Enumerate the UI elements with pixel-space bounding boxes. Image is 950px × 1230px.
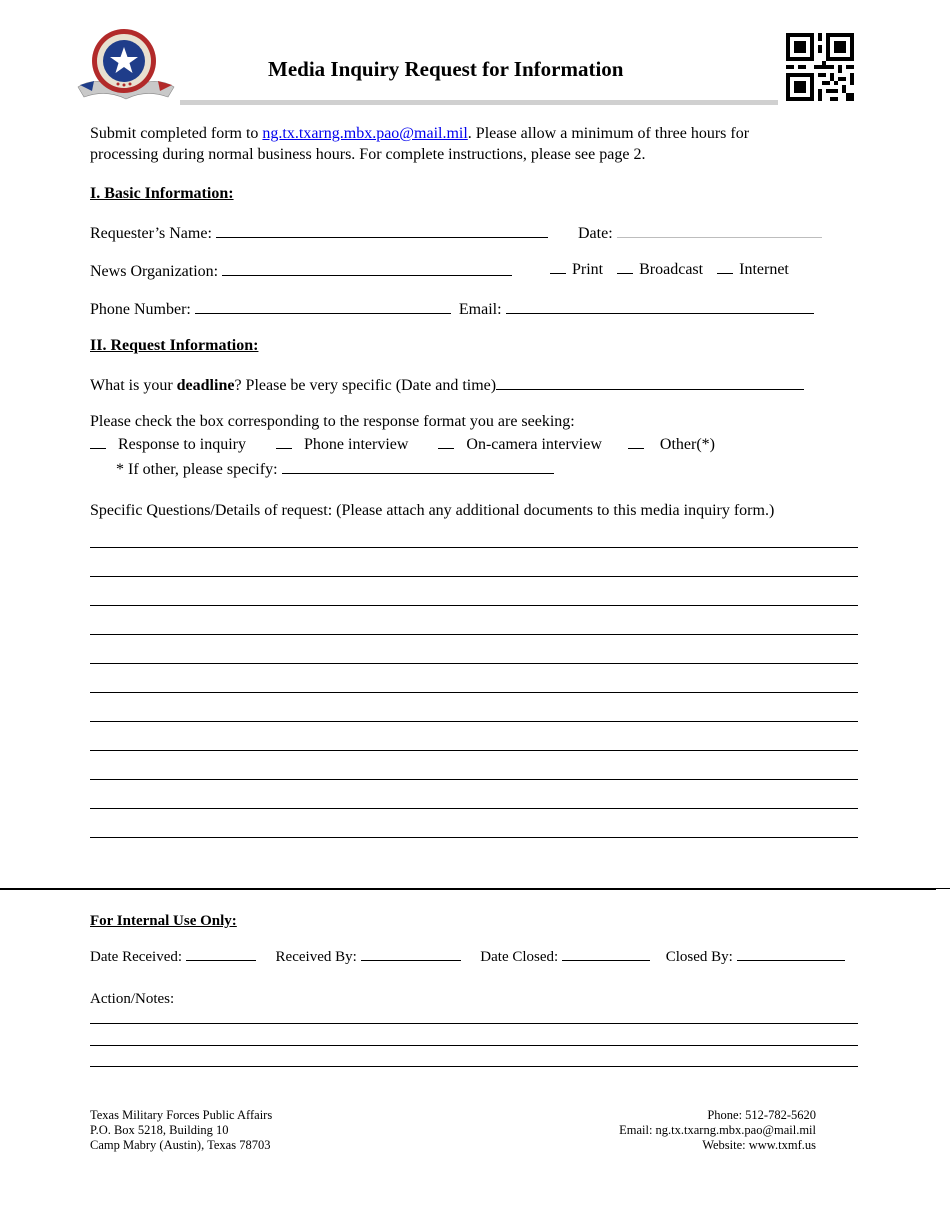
phone-row [90,297,814,320]
phone-interview-checkbox[interactable] [276,434,292,449]
intro-line-1 [90,124,749,144]
details-line[interactable] [90,721,858,722]
closed-by-field[interactable] [737,946,845,961]
details-line[interactable] [90,750,858,751]
details-line[interactable] [90,663,858,664]
intro-text-after: . Please allow a minimum of three hours for [467,125,750,142]
internet-checkbox[interactable] [717,259,733,274]
logo-seal [76,27,176,103]
phone-field[interactable] [195,297,451,314]
footer-website: Website: www.txmf.us [702,1138,816,1152]
date-closed-field[interactable] [562,946,650,961]
deadline-bold: deadline [176,377,235,394]
phone-label: Phone Number: [90,301,191,318]
other-label: Other(*) [659,436,715,453]
deadline-row [90,373,804,396]
details-line[interactable] [90,605,858,606]
details-label: Specific Questions/Details of request: (Please attach any additional documents to this media inquiry form.) [90,502,775,519]
details-line[interactable] [90,808,858,809]
intro-line-2: processing during normal business hours. For complete instructions, please see page 2. [90,146,646,163]
date-field[interactable] [617,221,822,238]
details-line[interactable] [90,576,858,577]
header-bar [180,100,778,105]
deadline-field[interactable] [496,373,804,390]
other-specify-field[interactable] [282,457,554,474]
notes-line[interactable] [90,1023,858,1024]
news-org-label: News Organization: [90,263,219,280]
footer-city: Camp Mabry (Austin), Texas 78703 [90,1138,271,1152]
media-type-options [550,259,789,280]
date-received-label: Date Received: [90,949,183,965]
details-line[interactable] [90,634,858,635]
date-label: Date: [578,225,613,242]
footer-phone: Phone: 512-782-5620 [707,1108,816,1122]
camera-checkbox[interactable] [438,434,454,449]
internal-divider-tail [936,888,950,889]
page-title: Media Inquiry Request for Information [268,57,624,81]
deadline-pre: What is your [90,377,177,394]
broadcast-checkbox[interactable] [617,259,633,274]
date-row [578,221,822,244]
news-org-field[interactable] [222,259,512,276]
requester-label: Requester’s Name: [90,225,212,242]
email-label: Email: [458,301,502,318]
details-line[interactable] [90,837,858,838]
notes-line[interactable] [90,1045,858,1046]
response-label: Response to inquiry [118,436,246,453]
details-line[interactable] [90,779,858,780]
other-specify-label: * If other, please specify: [116,461,278,478]
section-basic-heading: I. Basic Information: [90,185,234,202]
notes-line[interactable] [90,1066,858,1067]
camera-label: On-camera interview [466,436,602,453]
received-by-label: Received By: [275,949,357,965]
footer-po-box: P.O. Box 5218, Building 10 [90,1123,229,1137]
print-checkbox[interactable] [550,259,566,274]
internal-fields-row [90,946,845,967]
section-request-heading: II. Request Information: [90,337,259,354]
broadcast-label: Broadcast [639,261,704,278]
other-checkbox[interactable] [628,434,644,449]
requester-name-field[interactable] [216,221,548,238]
qr-code [786,33,854,101]
phone-interview-label: Phone interview [304,436,409,453]
closed-by-label: Closed By: [665,949,733,965]
footer-address [90,1108,272,1153]
response-checkbox[interactable] [90,434,106,449]
intro-text: Submit completed form to [90,125,263,142]
date-closed-label: Date Closed: [480,949,559,965]
footer-email: Email: ng.tx.txarng.mbx.pao@mail.mil [619,1123,816,1137]
print-label: Print [572,261,604,278]
internet-label: Internet [739,261,789,278]
other-specify-row [116,457,554,480]
details-line[interactable] [90,692,858,693]
received-by-field[interactable] [361,946,461,961]
email-field[interactable] [506,297,814,314]
date-received-field[interactable] [186,946,256,961]
internal-heading: For Internal Use Only: [90,913,237,929]
format-prompt: Please check the box corresponding to the response format you are seeking: [90,413,575,430]
internal-divider [0,888,936,890]
details-line[interactable] [90,547,858,548]
requester-row [90,221,548,244]
format-options [90,434,715,455]
deadline-post: ? Please be very specific (Date and time) [234,377,497,394]
footer-org: Texas Military Forces Public Affairs [90,1108,273,1122]
news-org-row [90,259,512,282]
footer-contact [619,1108,816,1153]
notes-label: Action/Notes: [90,991,175,1007]
submit-email-link[interactable]: ng.tx.txarng.mbx.pao@mail.mil [262,125,468,142]
